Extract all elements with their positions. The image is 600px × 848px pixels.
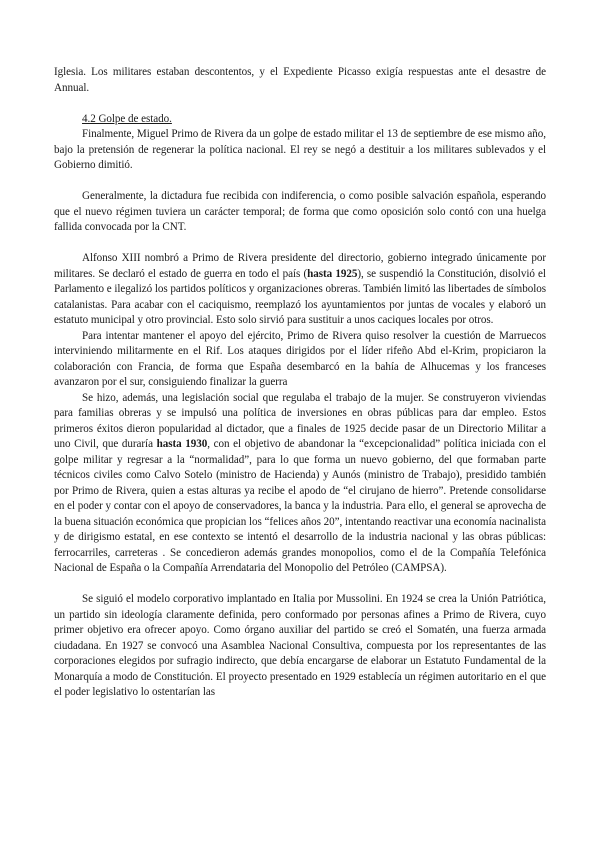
paragraph-directorio: [54, 251, 546, 329]
paragraph-text: ), se suspendió la Constitución, disolvió el Parlamento e ilegalizó los partidos políticos y organizaciones obreras. También limitó las libertades de símbolos catalanistas. Para acabar con el caciquismo, reemplazó los ayuntamientos por juntas de vocales y elaboró un estatuto municipal y otro provincial. Esto solo sirvió para sustituir a unos caciques locales por otros.: [54, 267, 546, 326]
paragraph-reception: Generalmente, la dictadura fue recibida con indiferencia, o como posible salvación española, esperando que el nuevo régimen tuviera un carácter temporal; de forma que como oposición solo contó con una huelga fallida convocada por la CNT.: [54, 190, 546, 233]
paragraph-continuation: Iglesia. Los militares estaban descontentos, y el Expediente Picasso exigía respuestas ante el desastre de Annual.: [54, 66, 546, 94]
document-page: [54, 65, 546, 701]
paragraph-text: Se hizo, además, una legislación social que regulaba el trabajo de la mujer. Se construyeron viviendas para familias obreras y se impulsó una política de inversiones en obras públicas para dar empleo. Estos primeros éxitos dieron popularidad al dictador, que a finales de 1925 decide pasar de un Directorio Militar a uno Civil, que duraría: [54, 391, 546, 450]
paragraph-text: , con el objetivo de abandonar la “excepcionalidad” política iniciada con el golpe militar y regresar a la “normalidad”, para lo que forma un nuevo gobierno, del que formaban parte técnicos civiles como Calvo Sotelo (ministro de Hacienda) y Aunós (ministro de Trabajo), presidido también por Primo de Rivera, quien a estas alturas ya recibe el apodo de “el cirujano de hierro”. Pretende consolidarse en el poder y contar con el apoyo de conservadores, la banca y la industria. Para ello, el general se aprovecha de la buena situación económica que propician los “felices años 20”, intentando reactivar una economía nacinalista y de dirigismo estatal, en ese contexto se intentó el desarrollo de la industria nacional y las obras públicas: ferrocarriles, carreteras . Se concedieron además grandes monopolios, como el de la Compañía Telefónica Nacional de España o la Compañía Arrendataria del Monopolio del Petróleo (CAMPSA).: [54, 438, 546, 574]
paragraph-gap: [54, 236, 546, 252]
paragraph-gap: [54, 174, 546, 190]
paragraph-marruecos: Para intentar mantener el apoyo del ejército, Primo de Rivera quiso resolver la cuestión de Marruecos interviniendo militarmente en el Rif. Los ataques dirigidos por el líder rifeño Abd el-Krim, propiciaron la colaboración con Francia, de forma que España desembarcó en la bahía de Alhucemas y los franceses avanzaron por el sur, consiguiendo finalizar la guerra: [54, 329, 546, 388]
paragraph-corporativo: Se siguió el modelo corporativo implantado en Italia por Mussolini. En 1924 se crea la Unión Patriótica, un partido sin ideología claramente definida, pero conformado por personas afines a Primo de Rivera, cuyo primer objetivo era ofrecer apoyo. Como órgano auxiliar del partido se creó el Somatén, una fuerza armada ciudadana. En 1927 se convocó una Asamblea Nacional Consultiva, compuesta por los representantes de las corporaciones elegidos por sufragio indirecto, que debía encargarse de elaborar un Estatuto Fundamental de la Monarquía a modo de Constitución. El proyecto presentado en 1929 establecía un régimen autoritario en el que el poder legislativo lo ostentarían las: [54, 593, 546, 698]
section-heading: 4.2 Golpe de estado.: [82, 112, 172, 125]
paragraph-text: Alfonso XIII nombró a Primo de Rivera presidente del directorio, gobierno integrado únicamente por militares. Se declaró el estado de guerra en todo el país (: [54, 252, 546, 280]
paragraph-gap: [54, 577, 546, 593]
paragraph-gap: [54, 96, 546, 112]
paragraph-coup: Finalmente, Miguel Primo de Rivera da un golpe de estado militar el 13 de septiembre de ese mismo año, bajo la pretensión de regenerar la política nacional. El rey se negó a destituir a los militares sublevados y el Gobierno dimitió.: [54, 128, 546, 171]
bold-date: hasta 1930: [156, 438, 208, 450]
paragraph-social: [54, 391, 546, 577]
bold-date: hasta 1925: [307, 267, 358, 280]
